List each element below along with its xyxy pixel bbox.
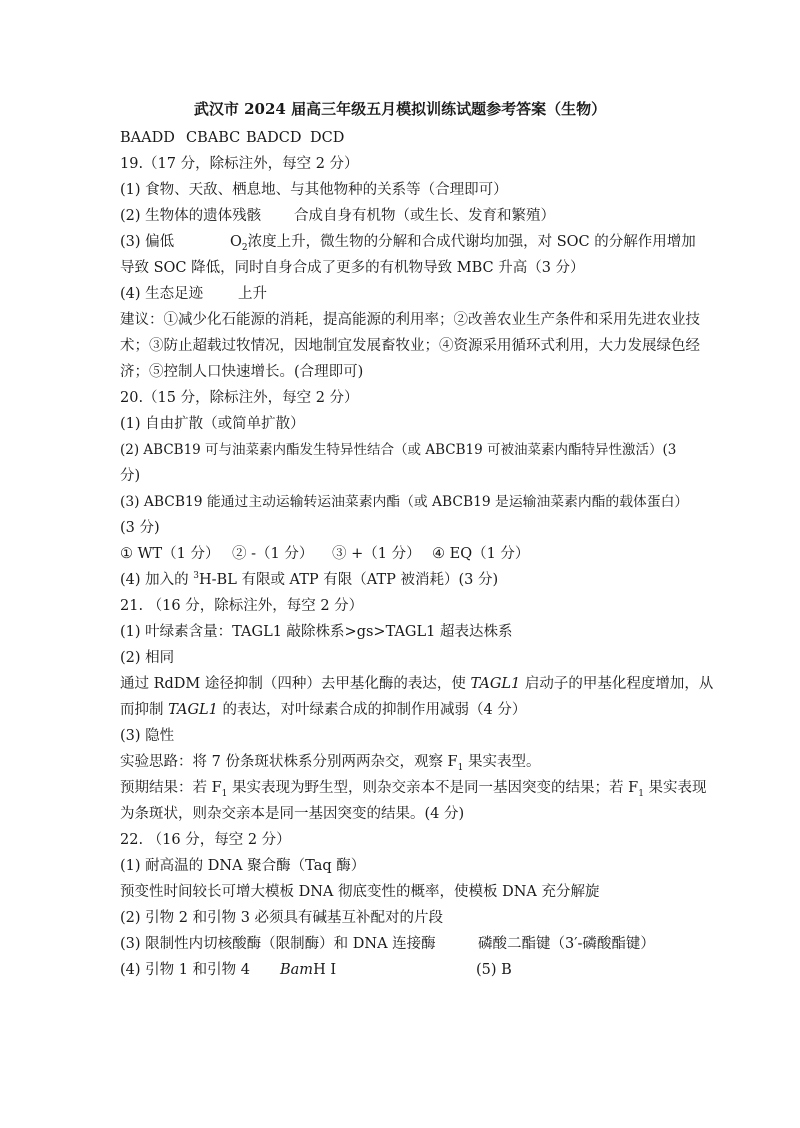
mc-group-4: DCD — [310, 130, 345, 146]
q21-answer-1: (1) 叶绿素含量：TAGL1 敲除株系>gs>TAGL1 超表达株系 — [120, 624, 513, 640]
q20-blank-2: ② -（1 分） — [232, 546, 314, 562]
document-title: 武汉市 2024 届高三年级五月模拟训练试题参考答案（生物） — [193, 100, 607, 118]
q22-answer-1: (1) 耐高温的 DNA 聚合酶（Taq 酶） — [120, 858, 366, 874]
q22-header: 22. （16 分，每空 2 分） — [120, 832, 291, 848]
q20-blank-3: ③ +（1 分） — [332, 546, 421, 562]
q22-answer-2: (2) 引物 2 和引物 3 必须具有碱基互补配对的片段 — [120, 910, 444, 926]
q20-answer-2-cont: 分) — [120, 468, 141, 484]
q19-suggestion-line-3: 济；⑤控制人口快速增长。(合理即可) — [120, 364, 364, 380]
q20-blank-4: ④ EQ（1 分） — [432, 546, 530, 562]
q20-answer-3: (3) ABCB19 能通过主动运输转运油菜素内酯（或 ABCB19 是运输油菜素内酯的载体蛋白） — [120, 494, 689, 510]
mc-group-1: BAADD — [120, 130, 175, 146]
q20-answer-2: (2) ABCB19 可与油菜素内酯发生特异性结合（或 ABCB19 可被油菜素内酯特异性激活）(3 — [120, 442, 677, 458]
mc-group-2: CBABC — [186, 130, 241, 146]
q21-expected-result-line-2: 为条斑状，则杂交亲本是同一基因突变的结果。(4 分) — [120, 806, 465, 822]
q21-expected-result-line-1: 预期结果：若 $F_1$ 果实表现为野生型，则杂交亲本不是同一基因突变的结果；若 $F_1$ 果实表现 — [120, 780, 707, 799]
q20-blank-1: ① WT（1 分） — [120, 546, 220, 562]
answer-document: 武汉市 2024 届高三年级五月模拟训练试题参考答案（生物） BAADD CBABC BADCD DCD 19.（17 分，除标注外，每空 2 分） (1) 食物、天敌、栖息地、与其他物种的关系等（合理即可） (2) 生物体的遗体残骸 合成自身有机物（或生长、发育和繁殖） (3) 偏低 $O_2$浓度上升，微生物的分解和合成代谢均加强，对 SOC 的分解作用增加 导致 SOC 降低，同时自身合成了更多的有机物导致 MBC 升高（3 分） (4) 生态足迹 上升 建议：①减少化石能源的消耗，提高能源的利用率；②改善农业生产条件和采用先进农业技 术；③防止超载过牧情况，因地制宜发展畜牧业；④资源采用循环式利用，大力发展绿色经 济；⑤控制人口快速增长。(合理即可) 20.（15 分，除标注外，每空 2 分） (1) 自由扩散（或简单扩散） (2) ABCB19 可与油菜素内酯发生特异性结合（或 ABCB19 可被油菜素内酯特异性激活）(3 分) (3) ABCB19 能通过主动运输转运油菜素内酯（或 ABCB19 是运输油菜素内酯的载体蛋白） (3 分) ① WT（1 分） ② -（1 分） ③ +（1 分） ④ EQ（1 分） (4) 加入的 $^3$H-BL 有限或 ATP 有限（ATP 被消耗）(3 分) 21. （16 分，除标注外，每空 2 分） (1) 叶绿素含量：TAGL1 敲除株系>gs>TAGL1 超表达株系 (2) 相同 通过 RdDM 途径抑制（四种）去甲基化酶的表达，使 TAGL1 启动子的甲基化程度增加，从 而抑制 TAGL1 的表达，对叶绿素合成的抑制作用减弱（4 分） (3) 隐性 实验思路：将 7 份条斑状株系分别两两杂交，观察 $F_1$ 果实表型。 预期结果：若 $F_1$ 果实表现为野生型，则杂交亲本不是同一基因突变的结果；若 $F_1$ 果实表现 为条斑状，则杂交亲本是同一基因突变的结果。(4 分) 22. （16 分，每空 2 分） (1) 耐高温的 DNA 聚合酶（Taq 酶） 预变性时间较长可增大模板 DNA 彻底变性的概率，使模板 DNA 充分解旋 (2) 引物 2 和引物 3 必须具有碱基互补配对的片段 (3) 限制性内切核酸酶（限制酶）和 DNA 连接酶 磷酸二酯键（3′-磷酸酯键） (4) 引物 1 和引物 4 BamH I (5) B — [0, 0, 800, 1128]
q21-header: 21. （16 分，除标注外，每空 2 分） — [120, 598, 364, 614]
q19-answer-3-cont: 导致 SOC 降低，同时自身合成了更多的有机物导致 MBC 升高（3 分） — [120, 260, 585, 276]
q21-explanation-line-1: 通过 RdDM 途径抑制（四种）去甲基化酶的表达，使 TAGL1 启动子的甲基化程度增加，从 — [120, 676, 714, 692]
q21-experiment-idea: 实验思路：将 7 份条斑状株系分别两两杂交，观察 $F_1$ 果实表型。 — [120, 754, 541, 773]
q19-suggestion-line-1: 建议：①减少化石能源的消耗，提高能源的利用率；②改善农业生产条件和采用先进农业技 — [120, 312, 700, 328]
q20-header: 20.（15 分，除标注外，每空 2 分） — [120, 390, 359, 406]
q19-header: 19.（17 分，除标注外，每空 2 分） — [120, 156, 359, 172]
q22-answer-1-explanation: 预变性时间较长可增大模板 DNA 彻底变性的概率，使模板 DNA 充分解旋 — [120, 884, 600, 900]
q21-answer-3: (3) 隐性 — [120, 728, 175, 744]
q20-answer-4: (4) 加入的 $^3$H-BL 有限或 ATP 有限（ATP 被消耗）(3 分) — [120, 571, 499, 588]
mc-group-3: BADCD — [246, 130, 302, 146]
q21-explanation-line-2: 而抑制 TAGL1 的表达，对叶绿素合成的抑制作用减弱（4 分） — [120, 702, 527, 718]
q19-suggestion-line-2: 术；③防止超载过牧情况，因地制宜发展畜牧业；④资源采用循环式利用，大力发展绿色经 — [120, 338, 700, 354]
q20-answer-3-cont: (3 分) — [120, 520, 160, 536]
q19-answer-1: (1) 食物、天敌、栖息地、与其他物种的关系等（合理即可） — [120, 182, 508, 198]
q21-answer-2: (2) 相同 — [120, 650, 175, 666]
q20-answer-1: (1) 自由扩散（或简单扩散） — [120, 416, 305, 432]
